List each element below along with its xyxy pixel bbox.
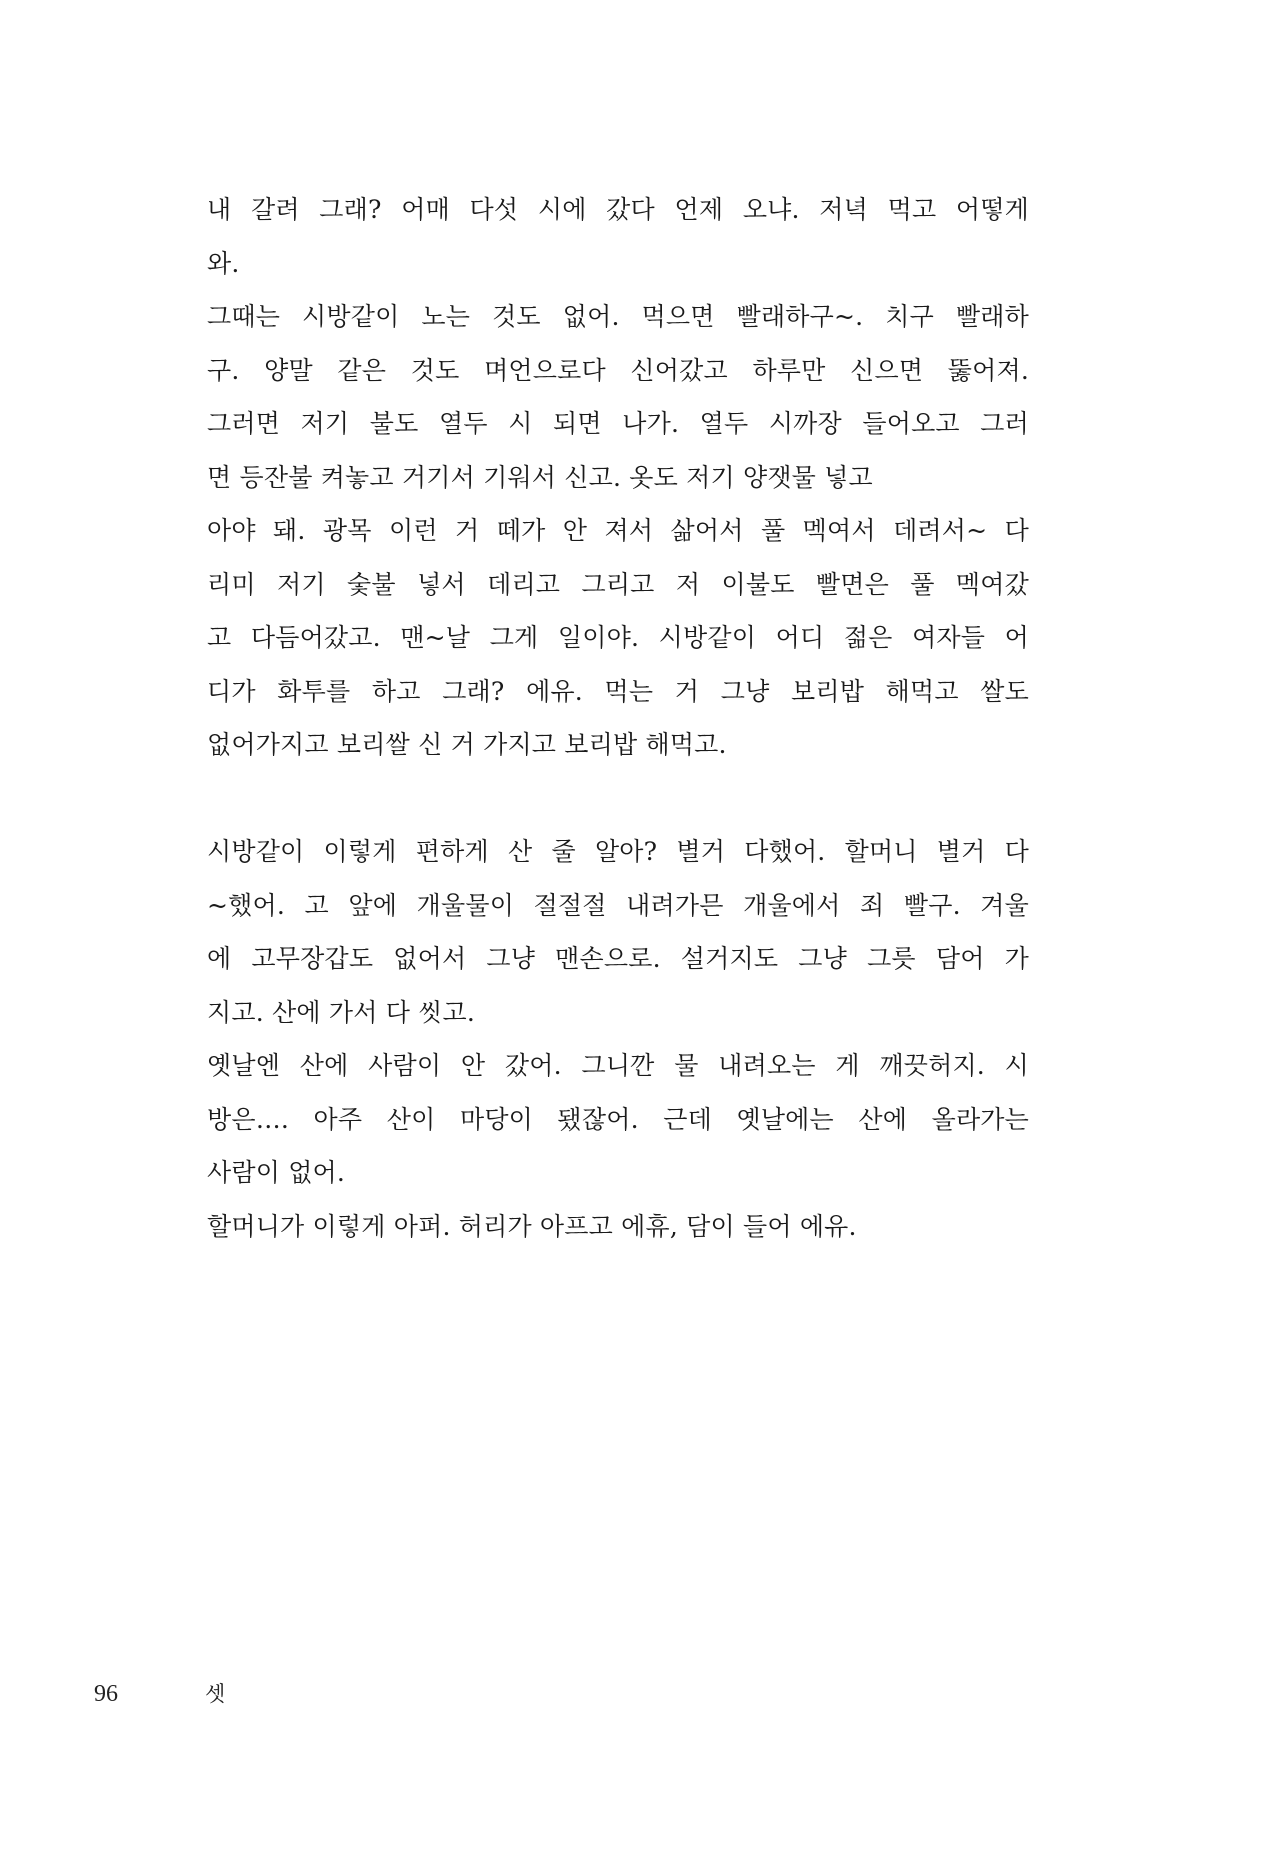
text-line: 리미 저기 숯불 넣서 데리고 그리고 저 이불도 빨면은 풀 멕여갔: [207, 569, 1029, 599]
paragraph-1: [207, 183, 1029, 772]
text-line: 면 등잔불 켜놓고 거기서 기워서 신고. 옷도 저기 양잿물 넣고: [207, 462, 873, 492]
text-line: 사람이 없어.: [207, 1158, 346, 1187]
text-line: 디가 화투를 하고 그래? 에유. 먹는 거 그냥 보리밥 해먹고 쌀도: [207, 676, 1029, 706]
text-line: 없어가지고 보리쌀 신 거 가지고 보리밥 해먹고.: [207, 730, 727, 759]
text-line: 고 다듬어갔고. 맨~날 그게 일이야. 시방같이 어디 젊은 여자들 어: [207, 623, 1029, 652]
text-line: 구. 양말 같은 것도 며언으로다 신어갔고 하루만 신으면 뚫어져.: [207, 355, 1029, 385]
text-line: 지고. 산에 가서 다 씻고.: [207, 997, 476, 1027]
paragraph-spacer: [207, 772, 1029, 826]
text-line: 아야 돼. 광목 이런 거 떼가 안 져서 삶어서 풀 멕여서 데려서~ 다: [207, 516, 1029, 545]
paragraph-2: [207, 825, 1029, 1253]
page-footer: [0, 1676, 1280, 1712]
text-line: 그때는 시방같이 노는 것도 없어. 먹으면 빨래하구~. 치구 빨래하: [207, 302, 1029, 331]
text-line: 그러면 저기 불도 열두 시 되면 나가. 열두 시까장 들어오고 그러: [207, 409, 1029, 438]
text-line: 시방같이 이렇게 편하게 산 줄 알아? 별거 다했어. 할머니 별거 다: [207, 837, 1029, 866]
text-line: 내 갈려 그래? 어매 다섯 시에 갔다 언제 오냐. 저녁 먹고 어떻게: [207, 195, 1029, 224]
text-line: 방은…. 아주 산이 마당이 됐잖어. 근데 옛날에는 산에 올라가는: [207, 1104, 1029, 1134]
text-line: 와.: [207, 248, 240, 278]
text-line: ~했어. 고 앞에 개울물이 절절절 내려가믄 개울에서 죄 빨구. 겨울: [207, 890, 1029, 920]
text-line: 옛날엔 산에 사람이 안 갔어. 그니깐 물 내려오는 게 깨끗허지. 시: [207, 1051, 1029, 1080]
text-line: 할머니가 이렇게 아퍼. 허리가 아프고 에휴, 담이 들어 에유.: [207, 1211, 857, 1241]
text-line: 에 고무장갑도 없어서 그냥 맨손으로. 설거지도 그냥 그릇 담어 가: [207, 944, 1029, 973]
page-number: 96: [94, 1681, 118, 1707]
page-body: [207, 183, 1029, 1253]
chapter-title: 셋: [205, 1682, 226, 1706]
